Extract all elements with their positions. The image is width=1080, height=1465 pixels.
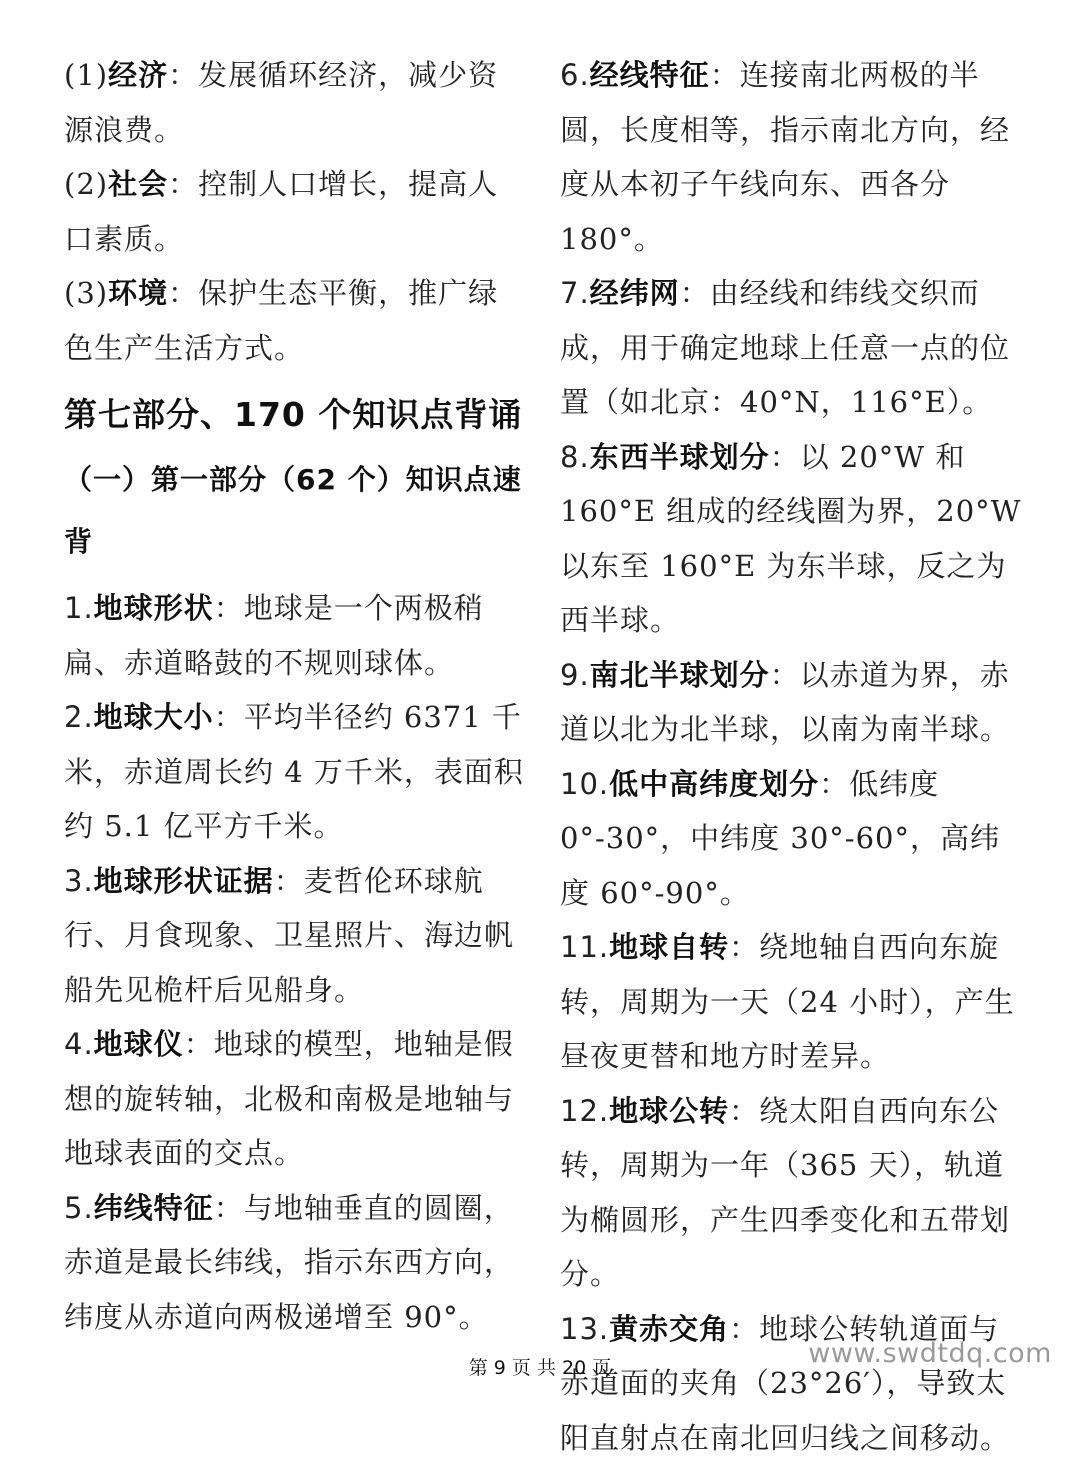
item-prefix: (1) [64, 58, 108, 92]
point-term: 经纬网 [590, 276, 680, 310]
point-term: 地球公转 [609, 1094, 729, 1128]
knowledge-point [560, 48, 1022, 266]
point-number: 13. [560, 1312, 609, 1346]
left-column [64, 48, 526, 1344]
point-number: 6. [560, 58, 590, 92]
watermark: www.swdtdq.com [808, 1338, 1052, 1369]
knowledge-point [64, 581, 526, 690]
knowledge-point [560, 757, 1022, 921]
point-text: ：绕太阳自西向东公转，周期为一年（365 天），轨道为椭圆形，产生四季变化和五带划分。 [560, 1094, 1010, 1292]
point-text: ：由经线和纬线交织而成，用于确定地球上任意一点的位置（如北京：40°N，116°E）。 [560, 276, 1010, 419]
point-text: ：以赤道为界，赤道以北为北半球，以南为南半球。 [560, 658, 1010, 747]
knowledge-point [64, 690, 526, 854]
item-term: 社会 [108, 167, 168, 201]
point-term: 地球大小 [94, 700, 214, 734]
list-item-economy [64, 48, 526, 157]
knowledge-point [560, 266, 1022, 430]
point-number: 5. [64, 1191, 94, 1225]
point-term: 东西半球划分 [590, 440, 770, 474]
subsection-title: （一）第一部分（62 个）知识点速背 [64, 449, 526, 573]
point-text: ：平均半径约 6371 千米，赤道周长约 4 万千米，表面积约 5.1 亿平方千米。 [64, 700, 524, 843]
point-text: ：地球公转轨道面与赤道面的夹角（23°26′），导致太阳直射点在南北回归线之间移动。 [560, 1312, 1010, 1455]
right-column [560, 48, 1022, 1465]
list-item-environment [64, 266, 526, 375]
point-text: ：麦哲伦环球航行、月食现象、卫星照片、海边帆船先见桅杆后见船身。 [64, 864, 514, 1007]
item-term: 环境 [108, 276, 168, 310]
point-number: 9. [560, 658, 590, 692]
point-number: 4. [64, 1027, 94, 1061]
point-term: 地球自转 [609, 930, 729, 964]
point-number: 11. [560, 930, 609, 964]
knowledge-point [560, 1302, 1022, 1465]
point-number: 2. [64, 700, 94, 734]
item-prefix: (2) [64, 167, 108, 201]
point-number: 3. [64, 864, 94, 898]
item-term: 经济 [108, 58, 168, 92]
point-text: ：以 20°W 和 160°E 组成的经线圈为界，20°W 以东至 160°E 为东半球，反之为西半球。 [560, 440, 1021, 638]
point-text: ：与地轴垂直的圆圈，赤道是最长纬线，指示东西方向，纬度从赤道向两极递增至 90°。 [64, 1191, 514, 1334]
point-number: 8. [560, 440, 590, 474]
knowledge-point [560, 648, 1022, 757]
point-text: ：地球是一个两极稍扁、赤道略鼓的不规则球体。 [64, 591, 484, 680]
point-term: 经线特征 [590, 58, 710, 92]
item-text: ：保护生态平衡，推广绿色生产生活方式。 [64, 276, 498, 365]
point-term: 黄赤交角 [609, 1312, 729, 1346]
point-term: 纬线特征 [94, 1191, 214, 1225]
point-term: 南北半球划分 [590, 658, 770, 692]
point-number: 7. [560, 276, 590, 310]
knowledge-point [64, 854, 526, 1018]
point-term: 地球形状 [94, 591, 214, 625]
item-prefix: (3) [64, 276, 108, 310]
point-term: 地球形状证据 [94, 864, 274, 898]
knowledge-point [560, 430, 1022, 648]
knowledge-point [560, 1084, 1022, 1302]
point-text: ：绕地轴自西向东旋转，周期为一天（24 小时），产生昼夜更替和地方时差异。 [560, 930, 1015, 1073]
item-text: ：控制人口增长，提高人口素质。 [64, 167, 498, 256]
section-title: 第七部分、170 个知识点背诵 [64, 383, 526, 447]
point-text: ：低纬度 0°-30°，中纬度 30°-60°，高纬度 60°-90°。 [560, 767, 1000, 910]
point-text: ：连接南北两极的半圆，长度相等，指示南北方向，经度从本初子午线向东、西各分 180°。 [560, 58, 1010, 256]
point-term: 地球仪 [94, 1027, 184, 1061]
knowledge-point [64, 1181, 526, 1345]
list-item-society [64, 157, 526, 266]
point-number: 12. [560, 1094, 609, 1128]
knowledge-point [64, 1017, 526, 1181]
page-footer: 第 9 页 共 20 页 [0, 1353, 1080, 1380]
knowledge-point [560, 920, 1022, 1084]
point-number: 10. [560, 767, 609, 801]
point-number: 1. [64, 591, 94, 625]
point-term: 低中高纬度划分 [609, 767, 819, 801]
point-text: ：地球的模型，地轴是假想的旋转轴，北极和南极是地轴与地球表面的交点。 [64, 1027, 514, 1170]
item-text: ：发展循环经济，减少资源浪费。 [64, 58, 498, 147]
